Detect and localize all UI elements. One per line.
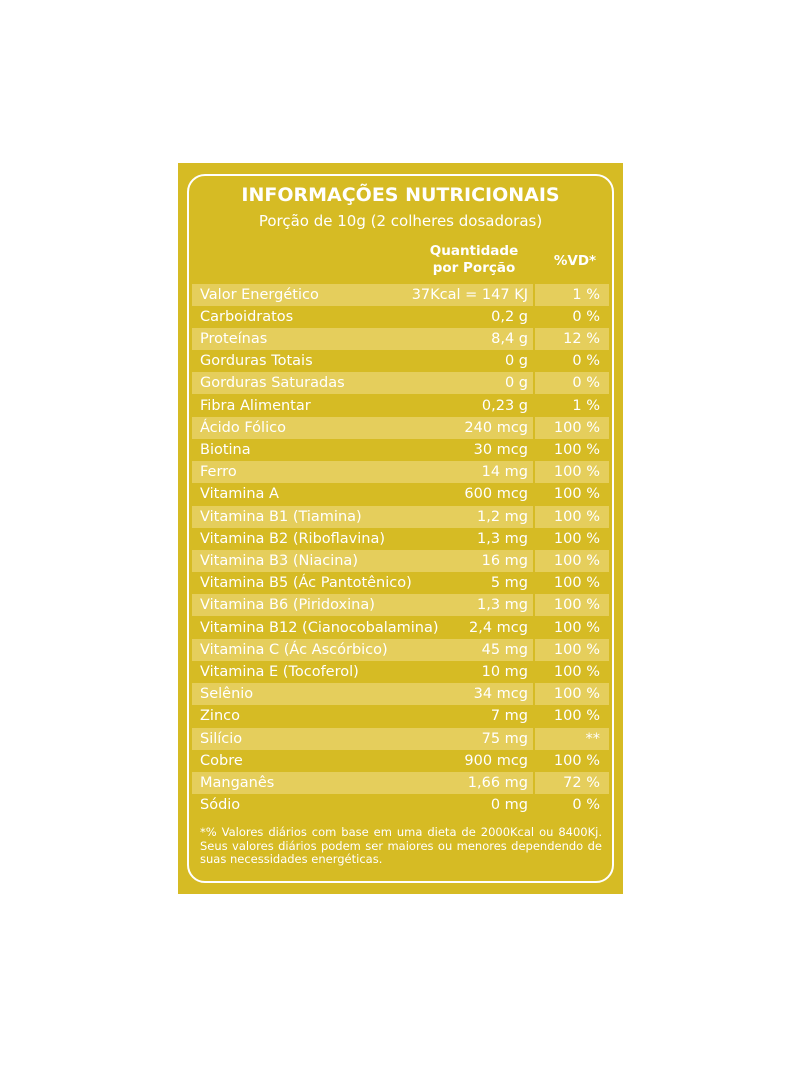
nutrient-quantity: 5 mg: [490, 575, 528, 592]
nutrient-name: Vitamina B3 (Niacina): [200, 552, 358, 569]
nutrient-quantity: 600 mcg: [464, 486, 528, 503]
nutrient-name: Vitamina B6 (Piridoxina): [200, 597, 375, 614]
table-row: [192, 661, 609, 683]
nutrient-daily-value: 100 %: [553, 619, 600, 636]
nutrient-quantity: 30 mcg: [473, 441, 528, 458]
table-row: [192, 683, 609, 705]
nutrient-name: Carboidratos: [200, 308, 294, 325]
nutrient-quantity: 16 mg: [481, 552, 528, 569]
nutrient-name: Vitamina E (Tocoferol): [200, 663, 359, 680]
nutrient-quantity: 0 g: [504, 353, 528, 370]
nutrient-daily-value: 12 %: [563, 330, 600, 347]
column-divider: [533, 550, 535, 572]
nutrient-quantity: 10 mg: [481, 663, 528, 680]
nutrient-daily-value: 100 %: [553, 419, 600, 436]
nutrient-quantity: 240 mcg: [464, 419, 528, 436]
nutrient-daily-value: 1 %: [572, 286, 600, 303]
nutrient-name: Gorduras Saturadas: [200, 375, 345, 392]
table-row: [192, 461, 609, 483]
column-divider: [533, 728, 535, 750]
column-divider: [533, 439, 535, 461]
column-divider: [533, 772, 535, 794]
column-divider: [533, 461, 535, 483]
nutrient-name: Ferro: [200, 464, 237, 481]
nutrient-name: Sódio: [200, 797, 241, 814]
table-row: [192, 439, 609, 461]
column-divider: [533, 661, 535, 683]
column-divider: [533, 395, 535, 417]
nutrient-quantity: 1,3 mg: [477, 597, 528, 614]
nutrient-daily-value: 100 %: [553, 486, 600, 503]
table-row: [192, 705, 609, 727]
nutrient-name: Vitamina B12 (Cianocobalamina): [200, 619, 439, 636]
nutrient-daily-value: 0 %: [572, 353, 600, 370]
nutrient-name: Vitamina B5 (Ác Pantotênico): [200, 575, 412, 592]
nutrient-daily-value: 100 %: [553, 597, 600, 614]
nutrient-daily-value: 100 %: [553, 530, 600, 547]
column-divider: [533, 528, 535, 550]
nutrient-quantity: 1,66 mg: [467, 774, 528, 791]
table-row: [192, 550, 609, 572]
table-row: [192, 794, 609, 816]
nutrient-quantity: 8,4 g: [491, 330, 528, 347]
nutrient-name: Zinco: [200, 708, 240, 725]
nutrient-name: Biotina: [200, 441, 251, 458]
nutrient-name: Valor Energético: [200, 286, 319, 303]
nutrient-quantity: 1,3 mg: [477, 530, 528, 547]
nutrient-quantity: 14 mg: [481, 464, 528, 481]
table-row: [192, 372, 609, 394]
column-divider: [533, 350, 535, 372]
serving-size: Porção de 10g (2 colheres dosadoras): [258, 212, 543, 230]
nutrient-name: Vitamina A: [200, 486, 279, 503]
dv-column-header: %VD*: [553, 253, 597, 269]
nutrient-daily-value: 0 %: [572, 308, 600, 325]
nutrient-quantity: 7 mg: [490, 708, 528, 725]
table-row: [192, 284, 609, 306]
nutrient-name: Fibra Alimentar: [200, 397, 311, 414]
column-divider: [533, 483, 535, 505]
nutrient-quantity: 0 g: [504, 375, 528, 392]
nutrient-daily-value: 100 %: [553, 752, 600, 769]
nutrient-name: Manganês: [200, 774, 275, 791]
nutrient-daily-value: 100 %: [553, 508, 600, 525]
nutrient-daily-value: 100 %: [553, 575, 600, 592]
table-row: [192, 483, 609, 505]
table-row: [192, 772, 609, 794]
nutrient-quantity: 37Kcal = 147 KJ: [411, 286, 528, 303]
column-divider: [533, 594, 535, 616]
table-row: [192, 750, 609, 772]
nutrient-name: Cobre: [200, 752, 243, 769]
table-row: [192, 572, 609, 594]
nutrient-daily-value: 100 %: [553, 708, 600, 725]
column-divider: [533, 306, 535, 328]
quantity-header-line1: Quantidade: [429, 243, 519, 259]
column-divider: [533, 794, 535, 816]
nutrient-name: Gorduras Totais: [200, 353, 313, 370]
column-divider: [533, 750, 535, 772]
table-row: [192, 328, 609, 350]
nutrient-daily-value: 1 %: [572, 397, 600, 414]
quantity-header-line2: por Porção: [432, 260, 516, 276]
quantity-column-header: [414, 243, 534, 277]
nutrient-name: Proteínas: [200, 330, 268, 347]
nutrient-name: Silício: [200, 730, 243, 747]
nutrient-daily-value: 100 %: [553, 686, 600, 703]
table-row: [192, 417, 609, 439]
table-row: [192, 528, 609, 550]
table-row: [192, 395, 609, 417]
nutrient-daily-value: 100 %: [553, 441, 600, 458]
nutrient-quantity: 34 mcg: [473, 686, 528, 703]
nutrient-quantity: 900 mcg: [464, 752, 528, 769]
column-divider: [533, 639, 535, 661]
table-row: [192, 594, 609, 616]
table-row: [192, 306, 609, 328]
table-row: [192, 506, 609, 528]
column-divider: [533, 617, 535, 639]
nutrient-quantity: 2,4 mcg: [469, 619, 528, 636]
nutrient-daily-value: **: [585, 730, 600, 747]
nutrient-quantity: 1,2 mg: [477, 508, 528, 525]
table-row: [192, 350, 609, 372]
nutrient-name: Vitamina C (Ác Ascórbico): [200, 641, 388, 658]
nutrient-quantity: 45 mg: [481, 641, 528, 658]
nutrient-daily-value: 0 %: [572, 797, 600, 814]
column-divider: [533, 683, 535, 705]
nutrient-name: Selênio: [200, 686, 254, 703]
nutrient-daily-value: 0 %: [572, 375, 600, 392]
table-row: [192, 728, 609, 750]
nutrient-daily-value: 100 %: [553, 663, 600, 680]
nutrient-daily-value: 100 %: [553, 552, 600, 569]
label-title: INFORMAÇÕES NUTRICIONAIS: [241, 184, 560, 206]
nutrient-quantity: 0 mg: [490, 797, 528, 814]
nutrient-name: Vitamina B1 (Tiamina): [200, 508, 362, 525]
nutrient-name: Vitamina B2 (Riboflavina): [200, 530, 386, 547]
column-divider: [533, 417, 535, 439]
table-row: [192, 639, 609, 661]
column-divider: [533, 705, 535, 727]
nutrient-quantity: 0,23 g: [481, 397, 528, 414]
table-row: [192, 617, 609, 639]
column-divider: [533, 328, 535, 350]
column-divider: [533, 506, 535, 528]
column-divider: [533, 572, 535, 594]
footnote: *% Valores diários com base em uma dieta de 2000Kcal ou 8400Kj. Seus valores diários podem ser maiores ou menores dependendo de suas necessidades energéticas.: [200, 825, 602, 866]
nutrient-quantity: 75 mg: [481, 730, 528, 747]
nutrient-daily-value: 100 %: [553, 464, 600, 481]
nutrient-daily-value: 72 %: [563, 774, 600, 791]
nutrient-daily-value: 100 %: [553, 641, 600, 658]
nutrient-name: Ácido Fólico: [200, 419, 286, 436]
column-divider: [533, 284, 535, 306]
column-divider: [533, 372, 535, 394]
nutrient-quantity: 0,2 g: [491, 308, 528, 325]
